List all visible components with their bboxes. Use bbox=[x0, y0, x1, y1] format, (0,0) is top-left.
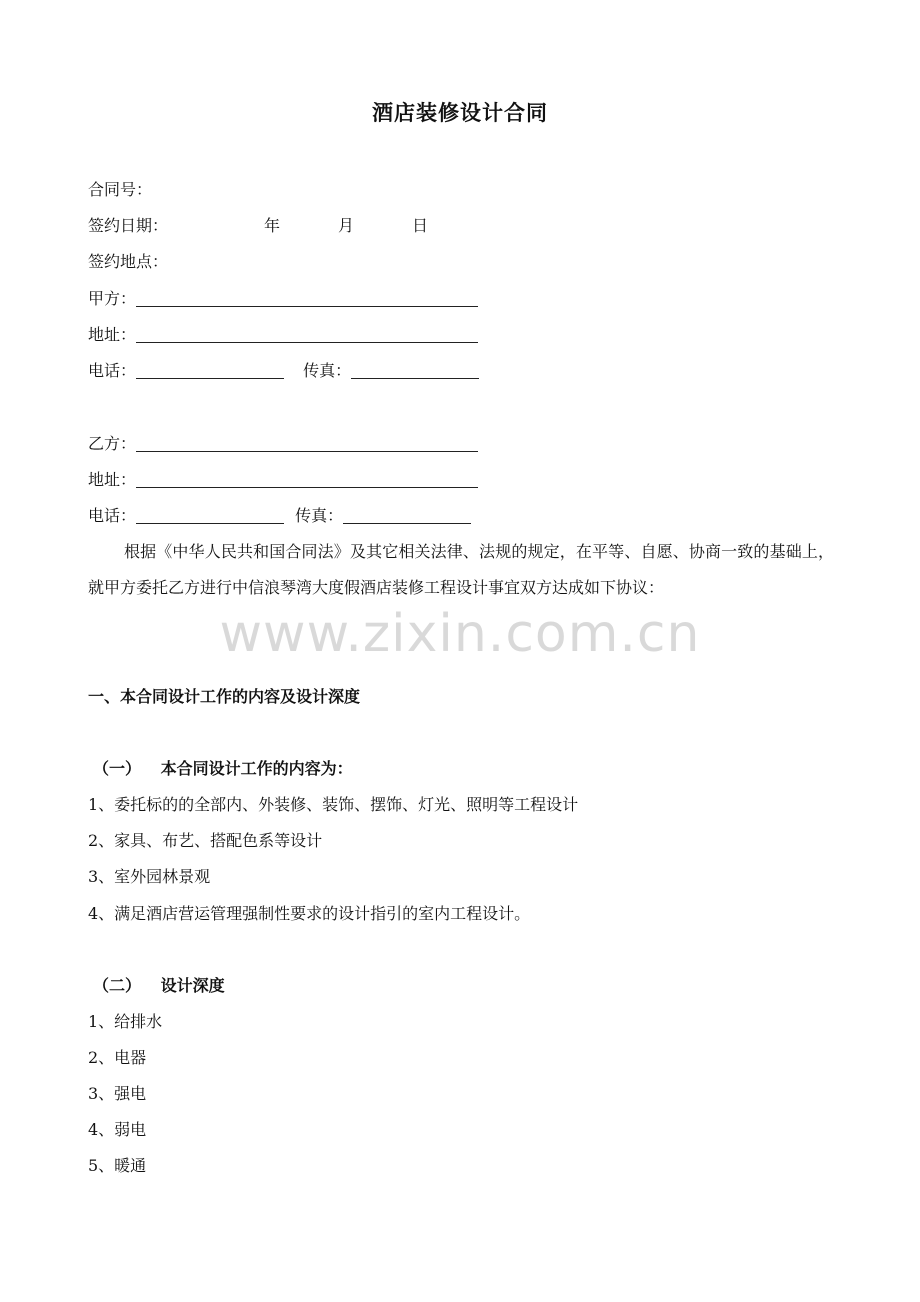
content-item-4: 4、满足酒店营运管理强制性要求的设计指引的室内工程设计。 bbox=[88, 904, 531, 923]
depth-item-1: 1、给排水 bbox=[88, 1012, 163, 1031]
party-b-contact-line bbox=[88, 504, 471, 528]
subsection-2-heading bbox=[93, 974, 225, 998]
party-a-address-blank bbox=[136, 328, 478, 343]
content-item-2: 2、家具、布艺、搭配色系等设计 bbox=[88, 831, 323, 850]
party-b-address-line bbox=[88, 468, 478, 492]
party-a-phone-label: 电话： bbox=[88, 361, 137, 380]
party-a-address-line bbox=[88, 323, 478, 347]
party-a-address-label: 地址： bbox=[88, 325, 137, 344]
sign-date-line bbox=[88, 214, 429, 238]
subsection-2-title: 设计深度 bbox=[160, 976, 225, 995]
content-item-1: 1、委托标的的全部内、外装修、装饰、摆饰、灯光、照明等工程设计 bbox=[88, 795, 579, 814]
subsection-1-heading bbox=[93, 757, 353, 781]
depth-item-5: 5、暖通 bbox=[88, 1156, 147, 1175]
party-b-phone-label: 电话： bbox=[88, 506, 137, 525]
content-item-3: 3、室外园林景观 bbox=[88, 867, 211, 886]
subsection-1-title: 本合同设计工作的内容为： bbox=[160, 759, 353, 778]
party-b-phone-blank bbox=[136, 509, 284, 524]
party-a-line bbox=[88, 287, 478, 311]
party-a-phone-blank bbox=[136, 364, 284, 379]
party-a-fax-blank bbox=[351, 364, 479, 379]
document-title: 酒店装修设计合同 bbox=[372, 100, 548, 125]
party-a-blank bbox=[136, 292, 478, 307]
subsection-1-number: （一） bbox=[93, 759, 142, 778]
party-b-fax-label: 传真： bbox=[295, 506, 344, 525]
party-b-line bbox=[88, 432, 478, 456]
party-b-label: 乙方： bbox=[88, 434, 137, 453]
contract-number-line bbox=[88, 178, 152, 202]
month-label: 月 bbox=[338, 216, 355, 235]
party-a-label: 甲方： bbox=[88, 289, 137, 308]
subsection-2-number: （二） bbox=[93, 976, 142, 995]
party-b-blank bbox=[136, 437, 478, 452]
party-a-fax-label: 传真： bbox=[303, 361, 352, 380]
depth-item-3: 3、强电 bbox=[88, 1084, 147, 1103]
party-b-fax-blank bbox=[343, 509, 471, 524]
day-label: 日 bbox=[412, 216, 429, 235]
party-a-contact-line bbox=[88, 359, 479, 383]
preamble-paragraph: 根据《中华人民共和国合同法》及其它相关法律、法规的规定，在平等、自愿、协商一致的基础上，就甲方委托乙方进行中信浪琴湾大度假酒店装修工程设计事宜双方达成如下协议： bbox=[88, 542, 834, 597]
depth-item-4: 4、弱电 bbox=[88, 1120, 147, 1139]
section-1-heading: 一、本合同设计工作的内容及设计深度 bbox=[88, 687, 361, 706]
party-b-address-label: 地址： bbox=[88, 470, 137, 489]
contract-number-label: 合同号： bbox=[88, 180, 153, 199]
watermark: www.zixin.com.cn bbox=[219, 604, 701, 664]
party-b-address-blank bbox=[136, 473, 478, 488]
sign-place-line bbox=[88, 250, 168, 274]
year-label: 年 bbox=[264, 216, 281, 235]
sign-place-label: 签约地点： bbox=[88, 252, 169, 271]
depth-item-2: 2、电器 bbox=[88, 1048, 147, 1067]
sign-date-label: 签约日期： bbox=[88, 216, 169, 235]
